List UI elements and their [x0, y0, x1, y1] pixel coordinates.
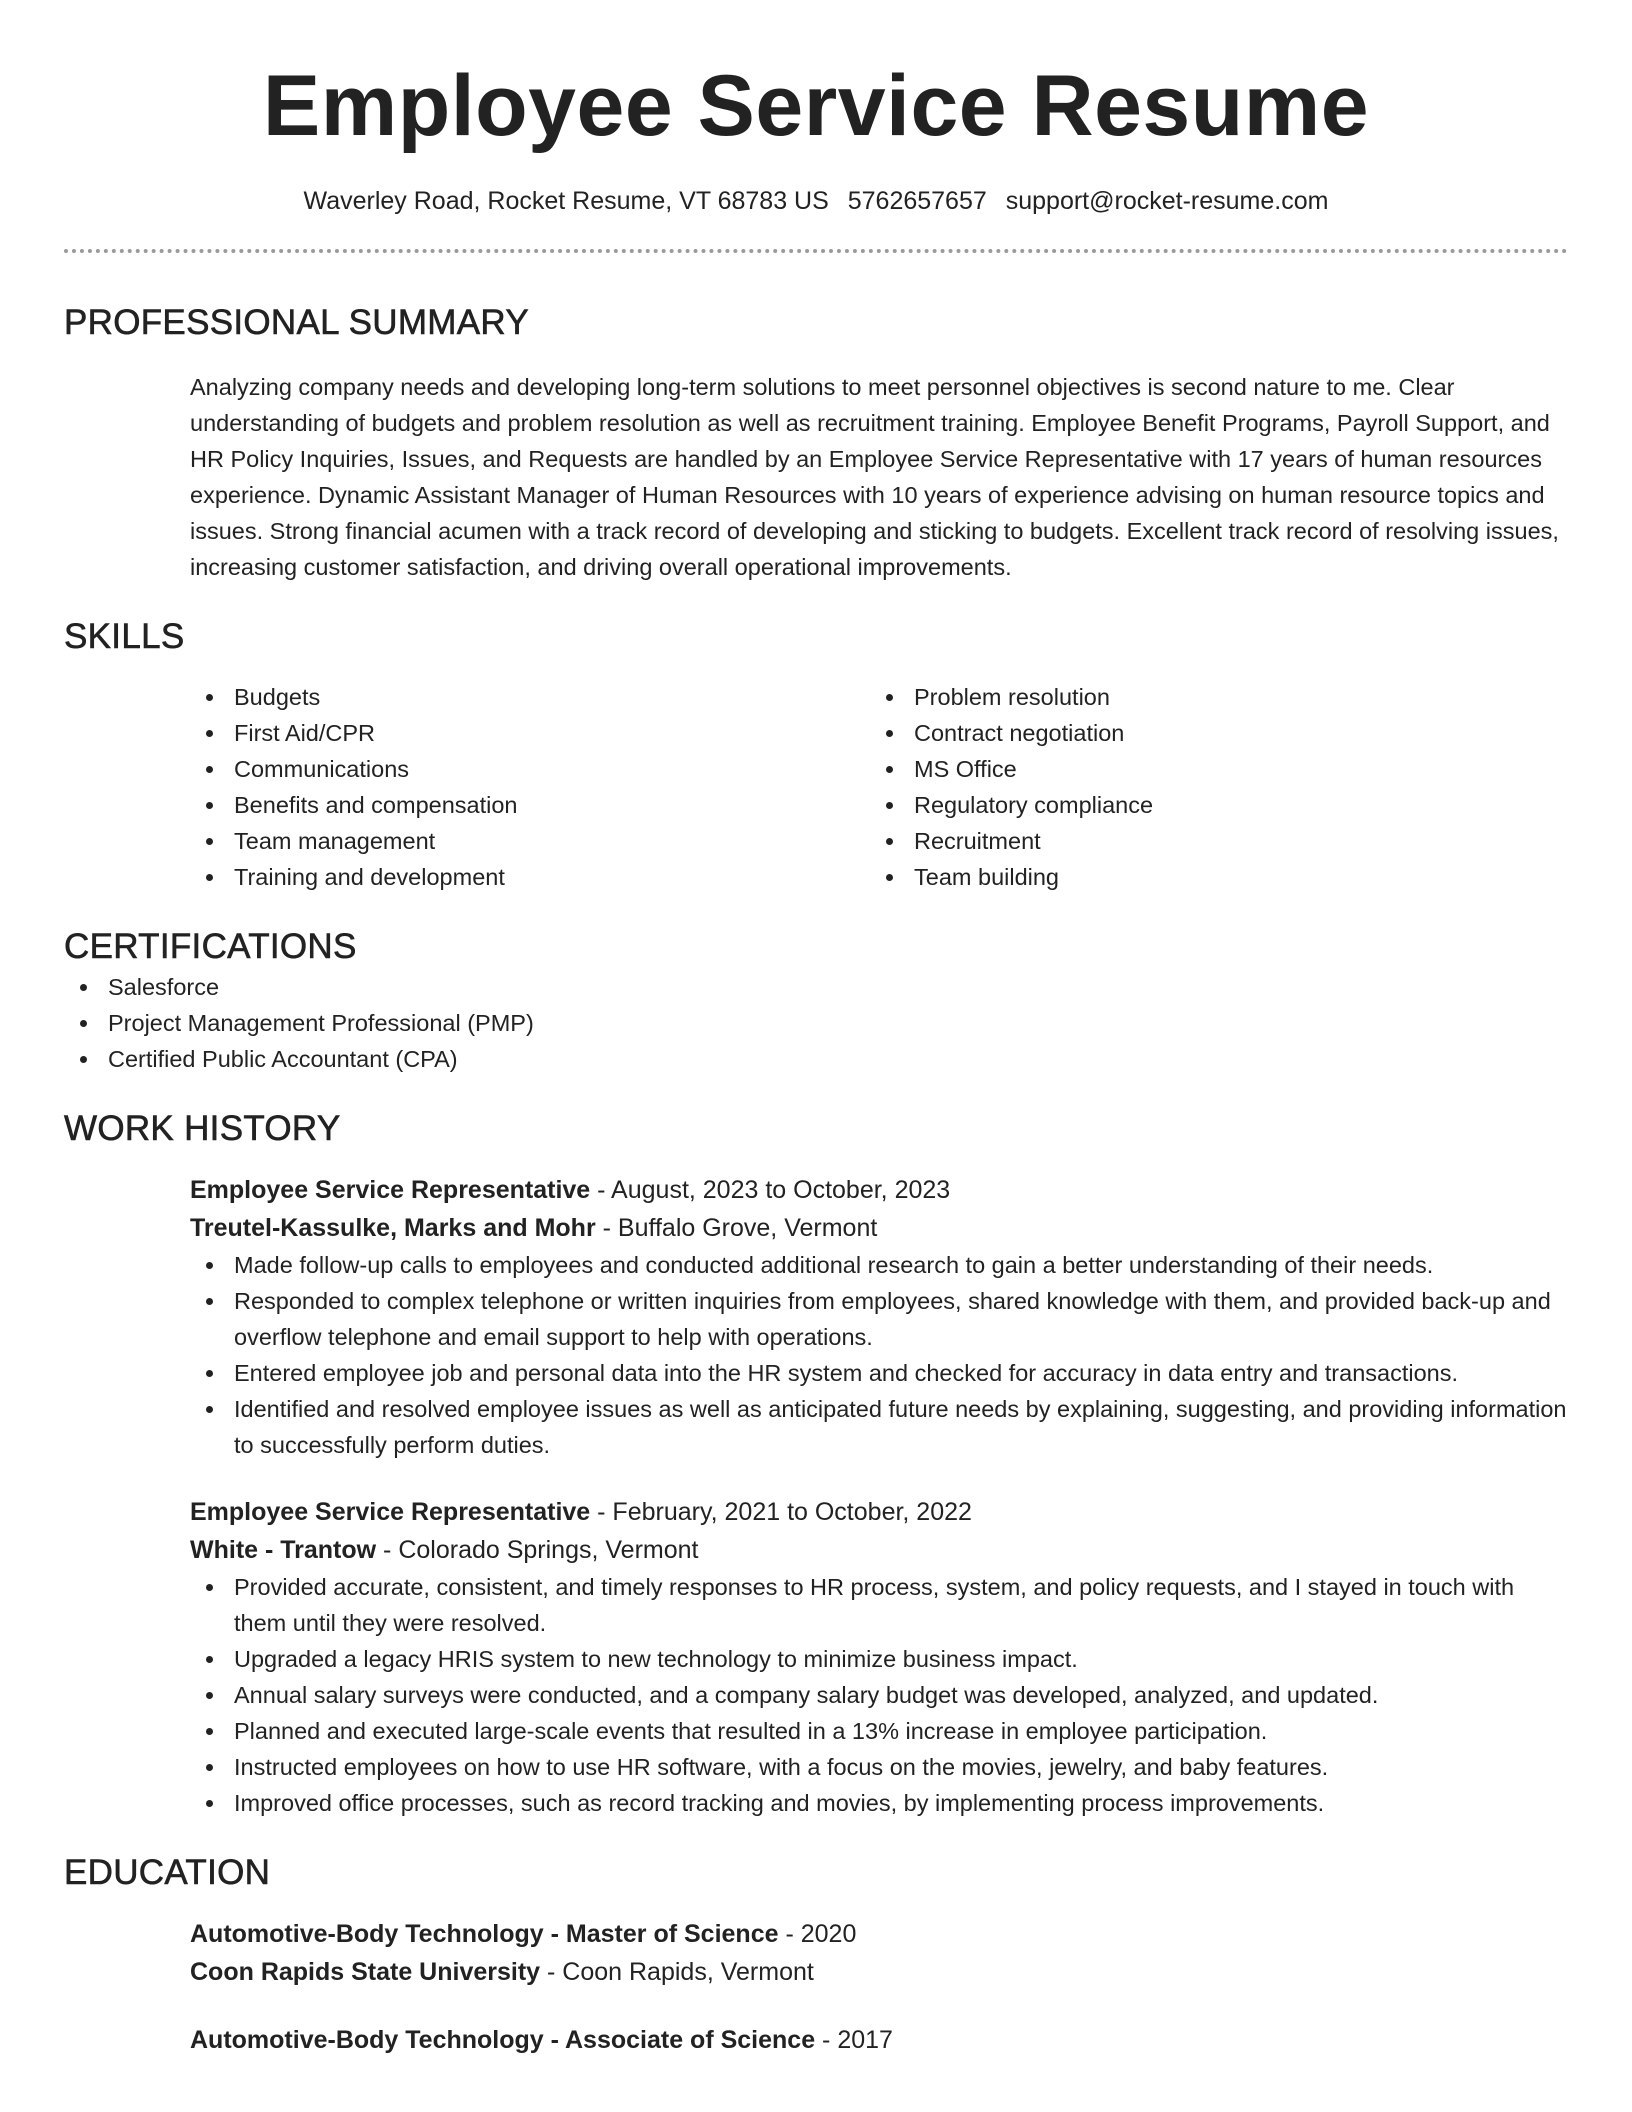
job-dates: - February, 2021 to October, 2022	[590, 1498, 972, 1526]
skills-list-left	[190, 679, 870, 895]
job-title-line	[190, 1493, 1568, 1531]
job-company: White - Trantow	[190, 1536, 377, 1564]
skills-grid	[190, 679, 1568, 895]
certifications-list	[64, 969, 1568, 1077]
skills-column-right	[870, 679, 1550, 895]
skills-column-left	[190, 679, 870, 895]
summary-text: Analyzing company needs and developing long-term solutions to meet personnel objectives is second nature to me. Clear understanding of budgets and problem resolution as well as recruitment training. Employee Benefit Programs, Payroll Support, and HR Policy Inquiries, Issues, and Requests are handled by an Employee Service Representative with 17 years of human resources experience. Dynamic Assistant Manager of Human Resources with 10 years of experience advising on human resource topics and issues. Strong financial acumen with a track record of developing and sticking to budgets. Excellent track record of resolving issues, increasing customer satisfaction, and driving overall operational improvements.	[190, 374, 1559, 580]
skill-item: Contract negotiation	[870, 715, 1550, 751]
job-bullet: Improved office processes, such as record tracking and movies, by implementing process improvements.	[190, 1785, 1568, 1821]
job-bullet: Made follow-up calls to employees and conducted additional research to gain a better understanding of their needs.	[190, 1247, 1568, 1283]
header-divider	[64, 249, 1568, 253]
contact-address: Waverley Road, Rocket Resume, VT 68783 US	[303, 187, 829, 215]
skill-item: Team building	[870, 859, 1550, 895]
section-title-summary: PROFESSIONAL SUMMARY	[64, 303, 529, 342]
skills-list-right	[870, 679, 1550, 895]
job-bullets	[190, 1569, 1568, 1821]
section-title-work-history: WORK HISTORY	[64, 1109, 341, 1148]
skill-item: Training and development	[190, 859, 870, 895]
section-title-certifications: CERTIFICATIONS	[64, 927, 357, 966]
job-location: - Colorado Springs, Vermont	[376, 1536, 699, 1564]
job-dates: - August, 2023 to October, 2023	[590, 1176, 951, 1204]
education-degree: Automotive-Body Technology - Associate of Science	[190, 2026, 816, 2054]
certification-item: Project Management Professional (PMP)	[64, 1005, 1568, 1041]
skill-item: Communications	[190, 751, 870, 787]
job-title-line	[190, 1171, 1568, 1209]
section-title-skills: SKILLS	[64, 617, 185, 656]
contact-email: support@rocket-resume.com	[1005, 187, 1329, 215]
job-bullet: Responded to complex telephone or written inquiries from employees, shared knowledge with them, and provided back-up and overflow telephone and email support to help with operations.	[190, 1283, 1568, 1355]
job-entry	[190, 1171, 1568, 1463]
job-bullet: Provided accurate, consistent, and timely responses to HR process, system, and policy requests, and I stayed in touch with them until they were resolved.	[190, 1569, 1568, 1641]
skill-item: Regulatory compliance	[870, 787, 1550, 823]
job-role: Employee Service Representative	[190, 1498, 591, 1526]
job-bullet: Instructed employees on how to use HR software, with a focus on the movies, jewelry, and baby features.	[190, 1749, 1568, 1785]
job-entry	[190, 1493, 1568, 1821]
job-bullet: Planned and executed large-scale events that resulted in a 13% increase in employee participation.	[190, 1713, 1568, 1749]
certification-item: Certified Public Accountant (CPA)	[64, 1041, 1568, 1077]
skill-item: Recruitment	[870, 823, 1550, 859]
skill-item: MS Office	[870, 751, 1550, 787]
education-degree-line	[190, 1915, 1568, 1953]
contact-line	[64, 184, 1568, 218]
job-role: Employee Service Representative	[190, 1176, 591, 1204]
job-bullet: Identified and resolved employee issues as well as anticipated future needs by explaining, suggesting, and providing information to successfully perform duties.	[190, 1391, 1568, 1463]
certification-item: Salesforce	[64, 969, 1568, 1005]
job-bullet: Upgraded a legacy HRIS system to new technology to minimize business impact.	[190, 1641, 1568, 1677]
section-title-education: EDUCATION	[64, 1853, 271, 1892]
education-entry	[190, 1915, 1568, 1991]
education-year: - 2020	[778, 1920, 857, 1948]
education-school: Coon Rapids State University	[190, 1958, 541, 1986]
job-company-line	[190, 1209, 1568, 1247]
job-company: Treutel-Kassulke, Marks and Mohr	[190, 1214, 596, 1242]
skill-item: First Aid/CPR	[190, 715, 870, 751]
job-bullet: Annual salary surveys were conducted, and a company salary budget was developed, analyzed, and updated.	[190, 1677, 1568, 1713]
skill-item: Problem resolution	[870, 679, 1550, 715]
skill-item: Benefits and compensation	[190, 787, 870, 823]
skill-item: Budgets	[190, 679, 870, 715]
job-bullets	[190, 1247, 1568, 1463]
education-location: - Coon Rapids, Vermont	[540, 1958, 814, 1986]
education-entry	[190, 2021, 1568, 2059]
education-degree-line	[190, 2021, 1568, 2059]
education-year: - 2017	[815, 2026, 893, 2054]
contact-phone: 5762657657	[847, 187, 987, 215]
job-bullet: Entered employee job and personal data into the HR system and checked for accuracy in data entry and transactions.	[190, 1355, 1568, 1391]
job-location: - Buffalo Grove, Vermont	[595, 1214, 878, 1242]
education-degree: Automotive-Body Technology - Master of Science	[190, 1920, 779, 1948]
resume-title: Employee Service Resume	[262, 58, 1370, 154]
job-company-line	[190, 1531, 1568, 1569]
education-school-line	[190, 1953, 1568, 1991]
skill-item: Team management	[190, 823, 870, 859]
